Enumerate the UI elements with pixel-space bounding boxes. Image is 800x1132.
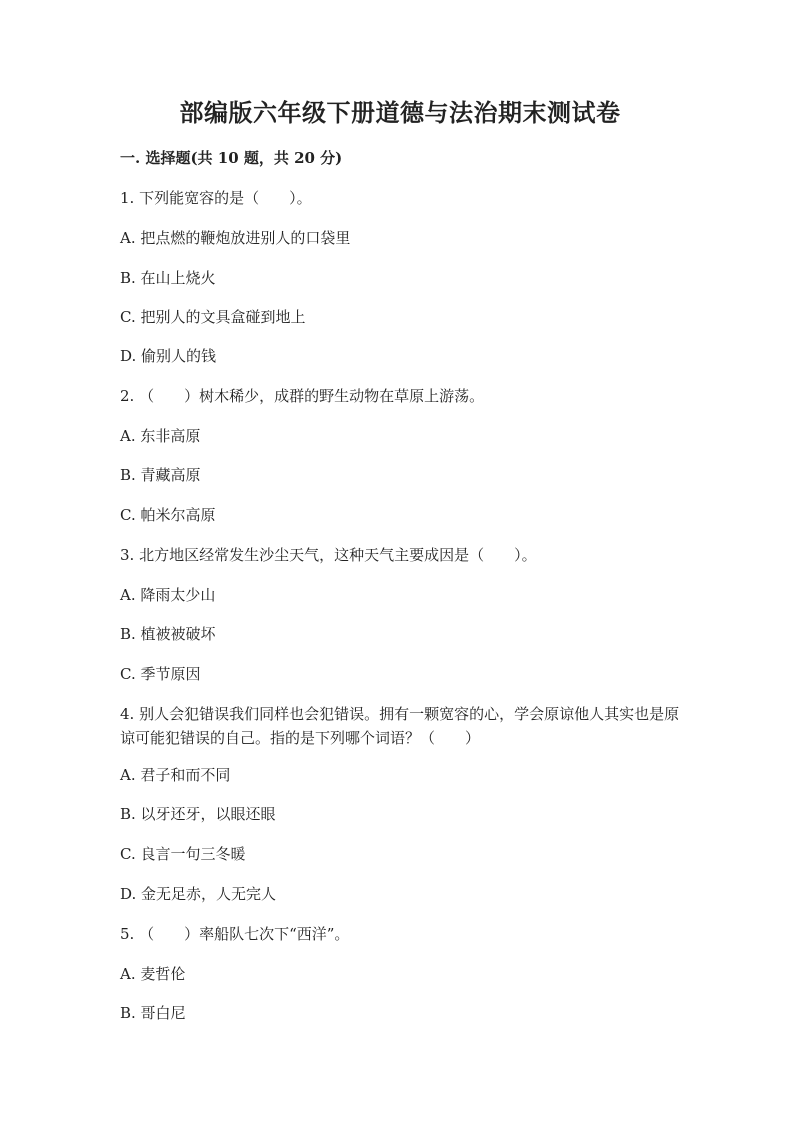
question-4-option-c: C. 良言一句三冬暖: [120, 845, 246, 863]
question-3-option-c: C. 季节原因: [120, 665, 201, 683]
section-heading: 一. 选择题(共 10 题，共 20 分): [120, 149, 343, 167]
question-2-option-b: B. 青藏高原: [120, 466, 201, 484]
question-1-stem: 1. 下列能宽容的是（ ）。: [120, 189, 312, 207]
question-4-option-b: B. 以牙还牙，以眼还眼: [120, 805, 276, 823]
question-4-option-d: D. 金无足赤，人无完人: [120, 885, 277, 903]
question-5-stem: 5. （ ）率船队七次下“西洋”。: [120, 925, 350, 943]
page-title: 部编版六年级下册道德与法治期末测试卷: [179, 98, 621, 127]
question-2-option-c: C. 帕米尔高原: [120, 506, 216, 524]
question-3-stem: 3. 北方地区经常发生沙尘天气，这种天气主要成因是（ ）。: [120, 546, 537, 564]
question-4-option-a: A. 君子和而不同: [120, 766, 231, 784]
question-2-stem: 2. （ ）树木稀少，成群的野生动物在草原上游荡。: [120, 387, 485, 405]
question-4-stem: 4. 别人会犯错误我们同样也会犯错误。拥有一颗宽容的心，学会原谅他人其实也是原谅可能犯错误的自己。指的是下列哪个词语？（ ）: [120, 705, 680, 747]
question-1-option-b: B. 在山上烧火: [120, 269, 216, 287]
question-1-option-a: A. 把点燃的鞭炮放进别人的口袋里: [120, 229, 351, 247]
question-2-option-a: A. 东非高原: [120, 427, 201, 445]
question-1-option-c: C. 把别人的文具盒碰到地上: [120, 308, 306, 326]
question-3-option-b: B. 植被被破坏: [120, 625, 216, 643]
question-1-option-d: D. 偷别人的钱: [120, 347, 217, 365]
question-5-option-b: B. 哥白尼: [120, 1004, 186, 1022]
question-5-option-a: A. 麦哲伦: [120, 965, 186, 983]
question-3-option-a: A. 降雨太少山: [120, 586, 216, 604]
